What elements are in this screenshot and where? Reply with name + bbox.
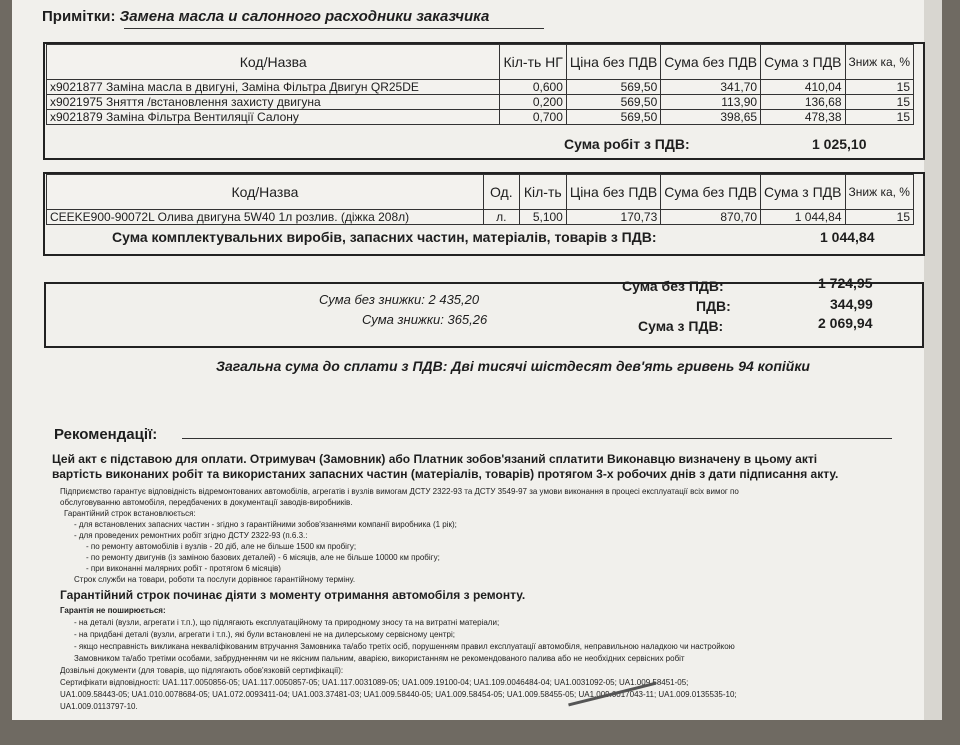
notes-label: Примітки: [42, 8, 116, 25]
works-table [46, 44, 914, 125]
cell-discount: 15 [845, 80, 913, 95]
notes-header [42, 8, 489, 25]
cell-discount: 15 [845, 110, 913, 125]
certificates-line: Сертифікати відповідності: UA1.117.0050856-05; UA1.117.0050857-05; UA1.117.0031089-05; UA1.009.19100-04; UA1.109.0046484-04; UA1.0031092-05; UA1.009.58451-05; [60, 678, 689, 687]
no-guarantee-line: - на деталі (вузли, агрегати і т.п.), що підлягають експлуатаційному та природному зносу та на витратні матеріали; [74, 618, 500, 627]
works-col-sum-vat: Сума з ПДВ [761, 45, 845, 80]
cell-sum-vat: 410,04 [761, 80, 845, 95]
guarantee-line: - при виконанні малярних робіт - протягом 6 місяців) [86, 564, 281, 573]
parts-table [46, 174, 914, 225]
parts-col-unit: Од. [483, 175, 519, 210]
payment-line-2: вартість виконаних робіт та використаних запасних частин (матеріалів, товарів) протягом 3-х робочих днів з дати підписання акту. [52, 467, 839, 481]
cell-qty: 0,700 [500, 110, 566, 125]
no-guarantee-title: Гарантія не поширюється: [60, 606, 166, 615]
guarantee-line: Гарантійний строк встановлюється: [64, 509, 196, 518]
cell-name: x9021877 Заміна масла в двигуні, Заміна Фільтра Двигун QR25DE [47, 80, 500, 95]
parts-col-price: Ціна без ПДВ [566, 175, 660, 210]
parts-col-discount: Зниж ка, % [845, 175, 914, 210]
total-in-words: Загальна сума до сплати з ПДВ: Дві тисячі шістдесят дев'ять гривень 94 копійки [216, 358, 810, 374]
parts-col-name: Код/Назва [47, 175, 484, 210]
works-col-price: Ціна без ПДВ [566, 45, 660, 80]
guarantee-line: обслуговуванню автомобіля, передбачених в документації заводів-виробників. [60, 498, 353, 507]
page-edge-shadow [924, 0, 942, 720]
cell-price: 170,73 [566, 210, 660, 225]
parts-col-qty: Кіл-ть [519, 175, 566, 210]
cell-sum-vat: 478,38 [761, 110, 845, 125]
summary-with-vat-value: 2 069,94 [818, 315, 873, 331]
certificates-line: UA1.009.0113797-10. [60, 702, 138, 711]
guarantee-line: Підприємство гарантує відповідність відремонтованих автомобілів, агрегатів і вузлів вимогам ДСТУ 2322-93 та ДСТУ 3549-97 за умови виконання в процесі експлуатації всіх вимог по [60, 487, 739, 496]
cell-price: 569,50 [566, 80, 660, 95]
guarantee-line: Строк служби на товари, роботи та послуги дорівнює гарантійному терміну. [74, 575, 356, 584]
cell-price: 569,50 [566, 95, 660, 110]
cell-name: x9021879 Заміна Фільтра Вентиляції Салону [47, 110, 500, 125]
cell-discount: 15 [845, 210, 914, 225]
works-col-discount: Зниж ка, % [845, 45, 913, 80]
certificates-line: UA1.009.58443-05; UA1.010.0078684-05; UA1.072.0093411-04; UA1.003.37481-03; UA1.009.58440-05; UA1.009.58454-05; UA1.009.58455-05; UA1.009.0017043-11; UA1.009.0135535-10; [60, 690, 737, 699]
summary-without-vat-label: Сума без ПДВ: [622, 278, 724, 294]
summary-vat-value: 344,99 [830, 296, 873, 312]
guarantee-line: - по ремонту автомобілів і вузлів - 20 діб, але не більше 1500 км пробігу; [86, 542, 357, 551]
parts-col-sum-vat: Сума з ПДВ [761, 175, 845, 210]
parts-total-label: Сума комплектувальних виробів, запасних частин, матеріалів, товарів з ПДВ: [112, 229, 657, 245]
summary-discount: Сума знижки: 365,26 [362, 312, 488, 327]
recommendations-underline [182, 438, 892, 439]
cell-name: CEEKE900-90072L Олива двигуна 5W40 1л розлив. (діжка 208л) [47, 210, 484, 225]
works-total-label: Сума робіт з ПДВ: [564, 136, 690, 152]
cell-sum-no-vat: 870,70 [661, 210, 761, 225]
guarantee-line: - для проведених ремонтних робіт згідно ДСТУ 2322-93 (п.6.3.: [74, 531, 308, 540]
summary-with-vat-label: Сума з ПДВ: [638, 318, 724, 334]
no-guarantee-line: - якщо несправність викликана некваліфікованим втручання Замовника та/або третіх осіб, порушенням правил експлуатації автомобіля, неправильною наладкою чи настройкою [74, 642, 735, 651]
cell-sum-no-vat: 398,65 [661, 110, 761, 125]
parts-header-row [47, 175, 914, 210]
document-page [12, 0, 942, 720]
summary-vat-label: ПДВ: [696, 298, 731, 314]
payment-line-1: Цей акт є підставою для оплати. Отримувач (Замовник) або Платник зобов'язаний сплатити Виконавцю визначену в цьому акті [52, 452, 818, 466]
table-row [47, 110, 914, 125]
works-total-value: 1 025,10 [812, 136, 867, 152]
works-col-name: Код/Назва [47, 45, 500, 80]
summary-without-vat-value: 1 724,95 [818, 275, 873, 291]
cell-qty: 5,100 [519, 210, 566, 225]
table-row [47, 95, 914, 110]
notes-text: Замена масла и салонного расходники заказчика [119, 8, 490, 25]
cell-sum-vat: 136,68 [761, 95, 845, 110]
cell-sum-vat: 1 044,84 [761, 210, 845, 225]
cell-qty: 0,200 [500, 95, 566, 110]
works-col-qty: Кіл-ть НГ [500, 45, 566, 80]
works-header-row [47, 45, 914, 80]
table-row [47, 210, 914, 225]
works-col-sum-no-vat: Сума без ПДВ [661, 45, 761, 80]
recommendations-label: Рекомендації: [54, 426, 158, 443]
notes-underline [124, 28, 544, 29]
cell-sum-no-vat: 113,90 [661, 95, 761, 110]
guarantee-line: - для встановлених запасних частин - згідно з гарантійними зобов'язаннями компанії виробника (1 рік); [74, 520, 457, 529]
cell-unit: л. [483, 210, 519, 225]
cell-sum-no-vat: 341,70 [661, 80, 761, 95]
no-guarantee-line: - на придбані деталі (вузли, агрегати і т.п.), які були встановлені не на дилерському сервісному центрі; [74, 630, 455, 639]
no-guarantee-line: Замовником та/або третіми особами, забрудненням чи не якісним пальним, аварією, використанням не рекомендованого палива або не необхідних сервісних робіт [74, 654, 685, 663]
parts-col-sum-no-vat: Сума без ПДВ [661, 175, 761, 210]
cell-price: 569,50 [566, 110, 660, 125]
guarantee-line: - по ремонту двигунів (із заміною базових деталей) - 6 місяців, але не більше 10000 км пробігу; [86, 553, 440, 562]
cell-discount: 15 [845, 95, 913, 110]
guarantee-start: Гарантійний строк починає діяти з моменту отримання автомобіля з ремонту. [60, 588, 526, 602]
permit-docs-line: Дозвільні документи (для товарів, що підлягають обов'язковій сертифікації): [60, 666, 344, 675]
summary-no-discount: Сума без знижки: 2 435,20 [319, 292, 480, 307]
parts-total-value: 1 044,84 [820, 229, 875, 245]
cell-name: x9021975 Зняття /встановлення захисту двигуна [47, 95, 500, 110]
cell-qty: 0,600 [500, 80, 566, 95]
table-row [47, 80, 914, 95]
